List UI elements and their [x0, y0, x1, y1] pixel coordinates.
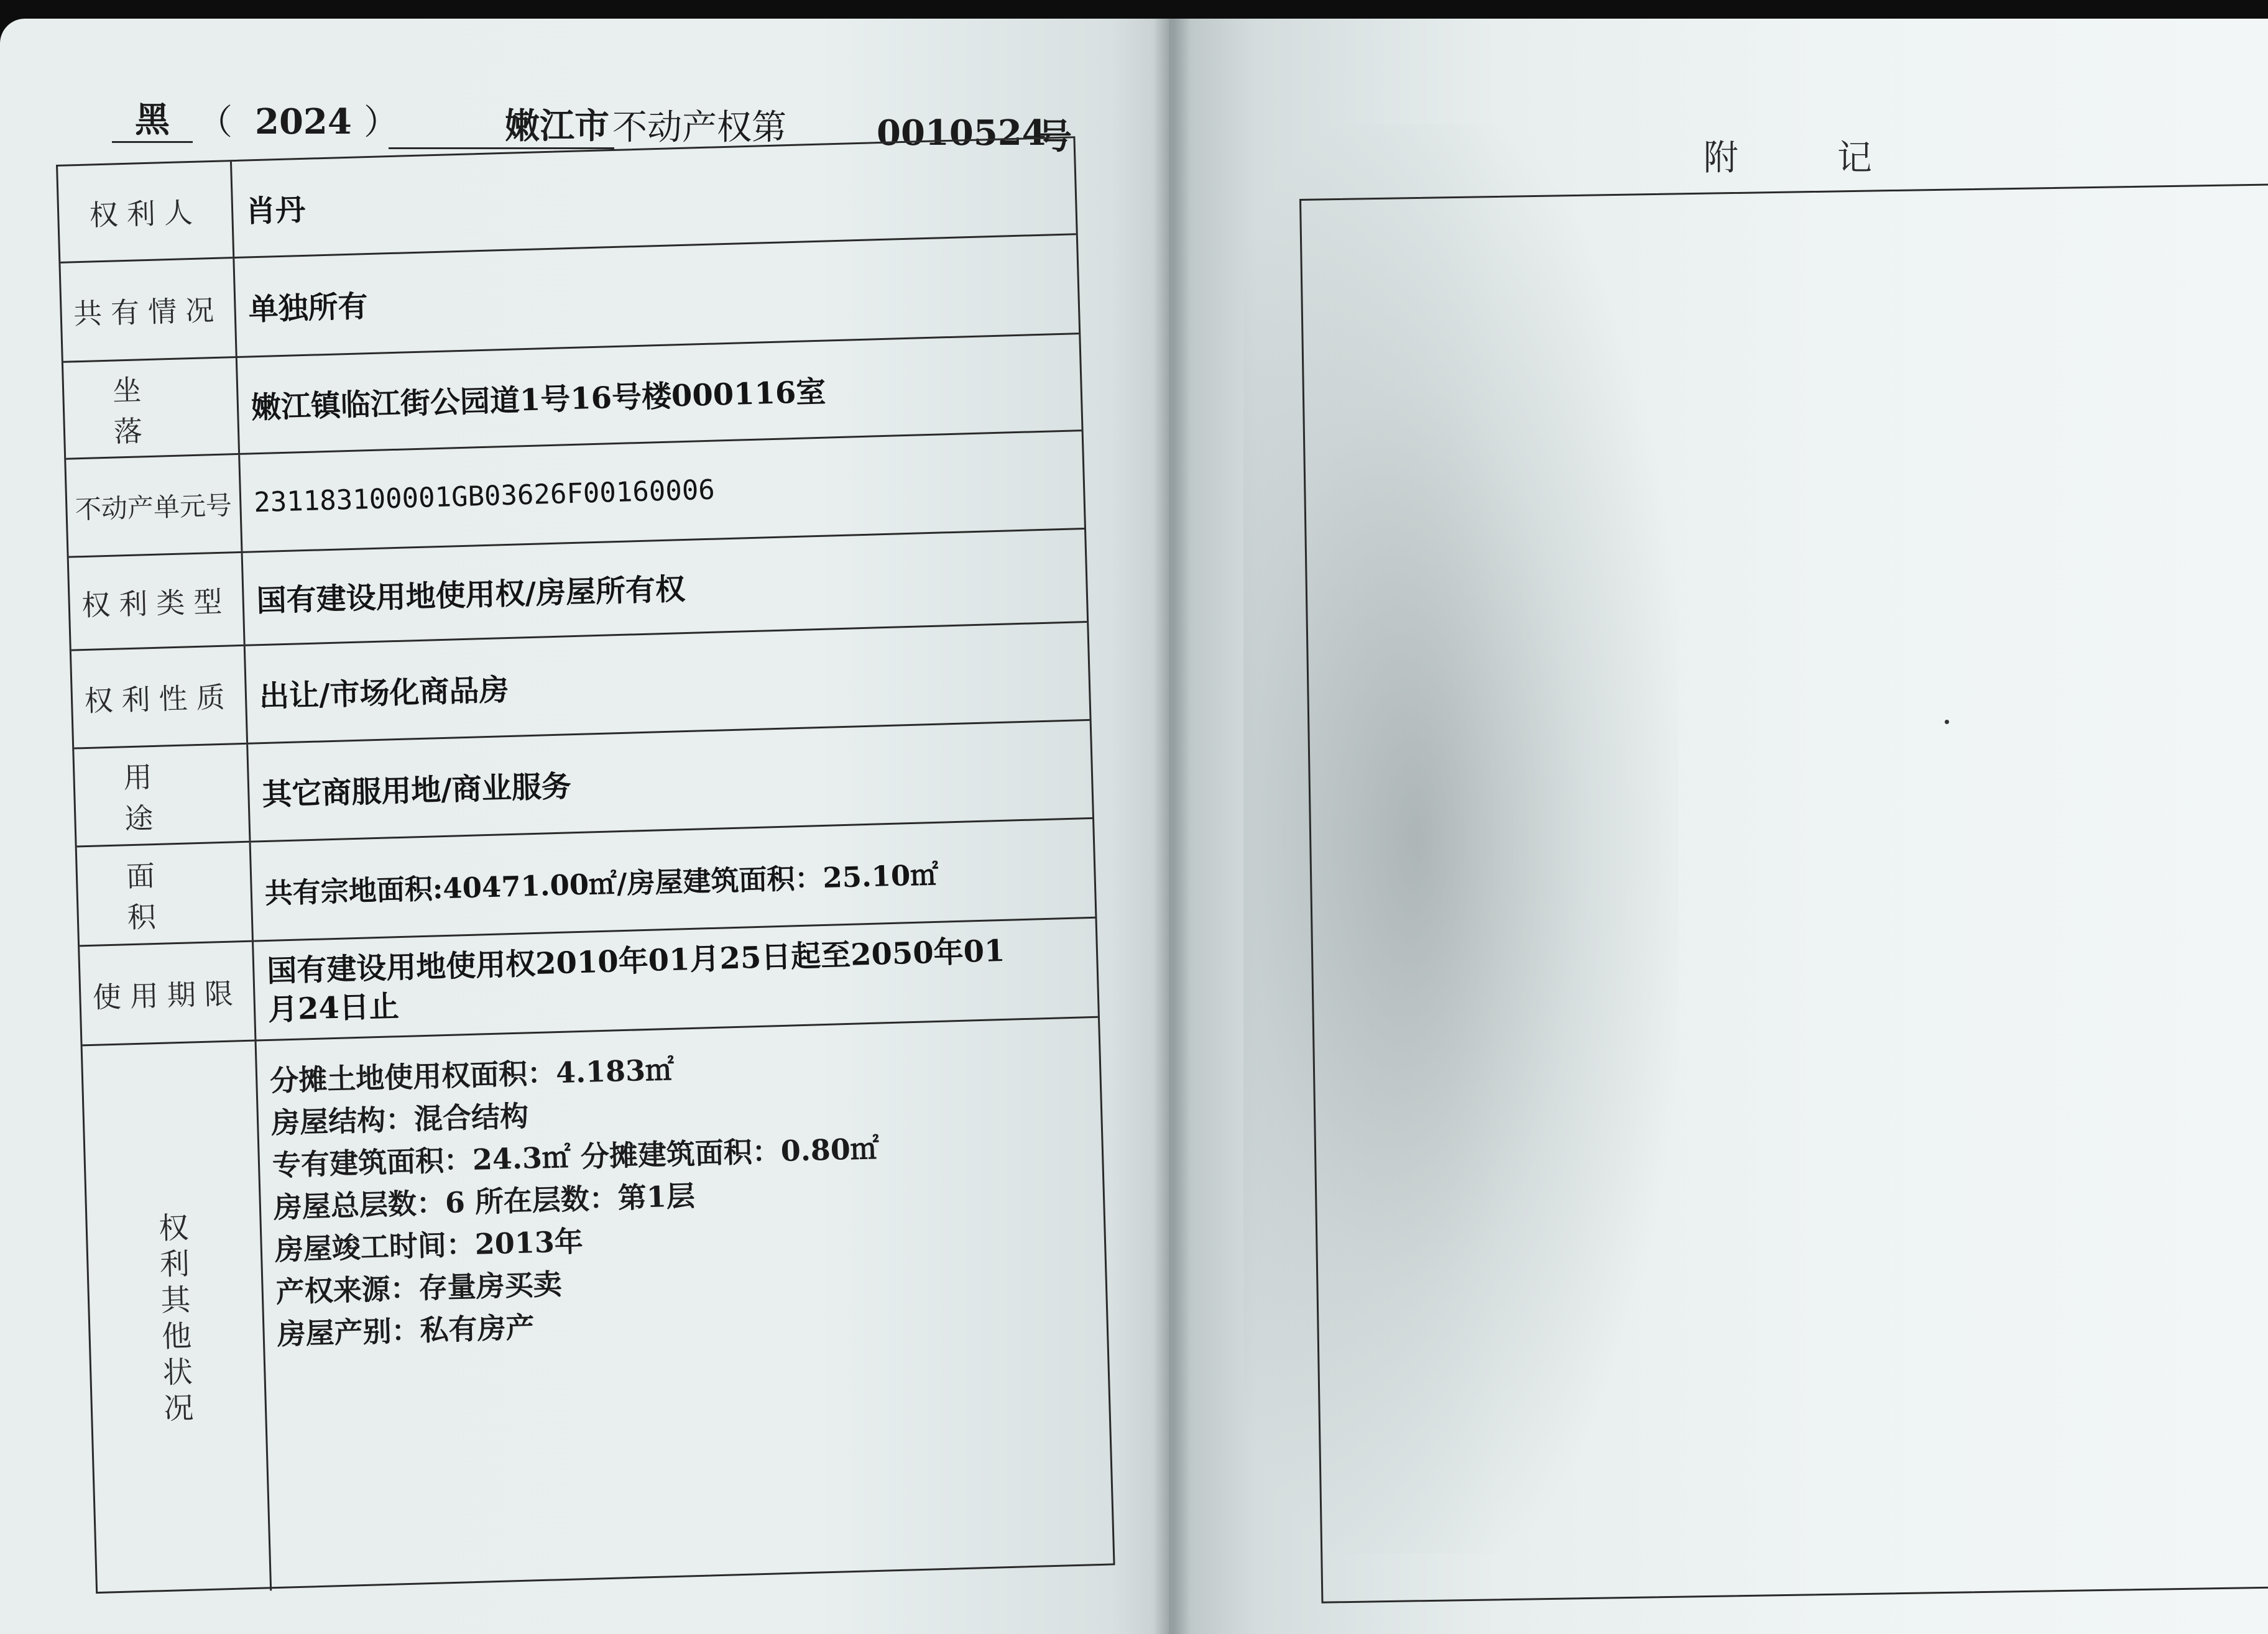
header-cert-suffix: 号: [1037, 116, 1072, 157]
annex-title-char-2: 记: [1837, 138, 1872, 178]
other-line: 房屋结构：混合结构: [270, 1099, 529, 1140]
book-spine: [1153, 19, 1191, 1634]
row-label: 不动产单元号: [66, 455, 242, 556]
row-value: 国有建设用地使用权/房屋所有权: [256, 572, 686, 619]
annex-box: [1299, 183, 2268, 1604]
header-city: 嫩江市: [389, 109, 614, 149]
header-year: 2024: [255, 101, 352, 142]
row-value: 共有宗地面积:40471.00㎡/房屋建筑面积：25.10㎡: [264, 858, 939, 911]
header-province: 黑: [112, 103, 193, 143]
row-label: 坐落: [63, 358, 240, 458]
ink-dot: [1945, 720, 1949, 724]
other-line: 专有建筑面积：24.3㎡ 分摊建筑面积：0.80㎡: [272, 1131, 880, 1182]
validity-line-1: 国有建设用地使用权2010年01月25日起至2050年01: [266, 933, 1006, 989]
other-line: 房屋总层数：6 所在层数：第1层: [273, 1178, 696, 1224]
row-label: 共有情况: [60, 259, 237, 361]
row-value: 嫩江镇临江街公园道1号16号楼000116室: [251, 374, 827, 426]
header-cert-prefix: 不动产权第: [612, 108, 786, 148]
header-paren-close: ）: [364, 103, 399, 143]
row-label: 权利类型: [69, 553, 246, 649]
header-cert-number: 0010524: [877, 112, 1046, 154]
header-paren-open: （: [198, 103, 233, 143]
other-line: 房屋产别：私有房产: [276, 1310, 535, 1351]
other-details: [269, 1037, 1094, 1356]
row-label: 权利人: [58, 162, 234, 262]
row-value: 单独所有: [247, 289, 369, 328]
other-line: 房屋竣工时间：2013年: [274, 1224, 584, 1267]
row-label: 权利性质: [71, 646, 248, 748]
certificate-table: [56, 136, 1115, 1594]
other-label: 权 利 其 他 状 况: [83, 1042, 272, 1595]
row-label: 使用期限: [80, 942, 256, 1045]
other-line: 分摊土地使用权面积：4.183㎡: [269, 1052, 675, 1098]
row-value: 231183100001GB03626F00160006: [253, 474, 716, 519]
row-value: 出让/市场化商品房: [259, 672, 510, 715]
row-value: 其它商服用地/商业服务: [261, 769, 572, 813]
validity-line-2: 月24日止: [267, 988, 400, 1027]
row-label: 面积: [77, 843, 254, 945]
other-line: 产权来源：存量房买卖: [275, 1267, 563, 1309]
row-value: 肖丹: [245, 192, 306, 229]
row-label: 用途: [74, 745, 251, 846]
annex-title-char-1: 附: [1703, 138, 1738, 178]
table-row-other: [83, 1018, 1113, 1595]
